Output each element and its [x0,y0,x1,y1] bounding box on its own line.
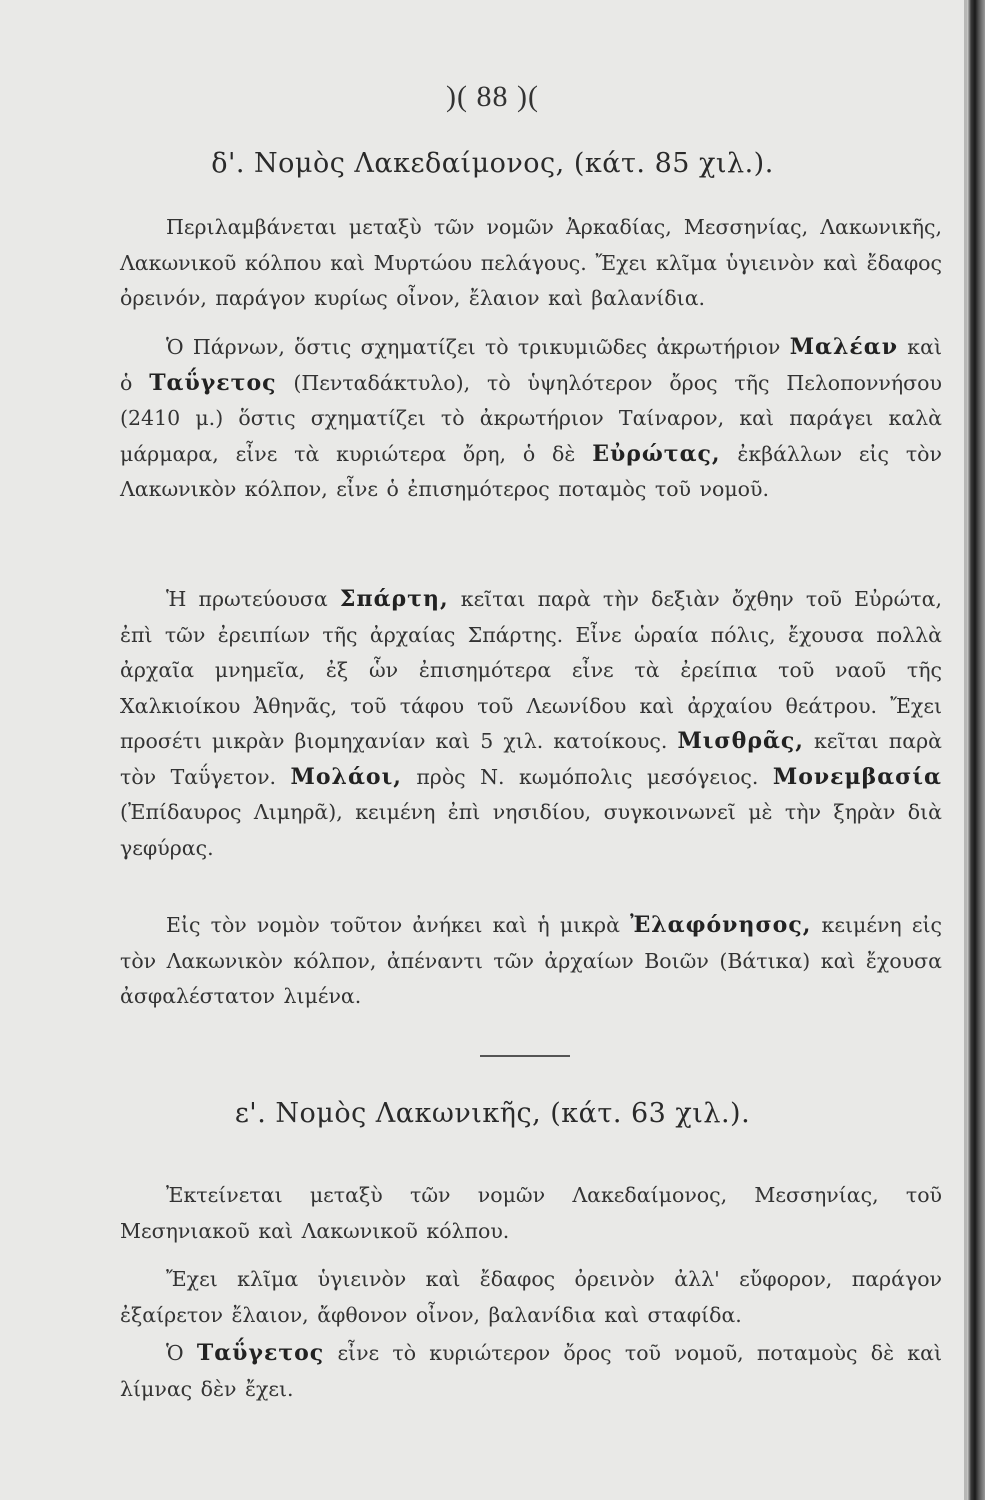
paragraph [120,1336,942,1407]
paragraph-text: Ὁ Πάρνων, ὅστις σχηματίζει τὸ τρικυμιῶδες ἀκρωτήριον [166,335,781,359]
paragraph [120,330,942,508]
place-name-bold: Σπάρτη, [339,586,449,612]
paragraph [120,582,942,866]
paragraph-text: (Ἐπίδαυρος Λιμηρᾶ), κειμένη ἐπὶ νησιδίου, συγκοινωνεῖ μὲ τὴν ξηρὰν διὰ γεφύρας. [120,800,942,860]
place-name-bold: Μονεμβασία [772,763,942,790]
paragraph [120,1178,942,1249]
paragraph-text: καὶ ὁ [120,335,942,395]
paragraph [120,210,942,317]
paragraph-text: ἐκβάλλων εἰς τὸν Λακωνικὸν κόλπον, εἶνε ὁ ἐπισημότερος ποταμὸς τοῦ νομοῦ. [120,441,942,501]
paragraph-text: (Πενταδάκτυλο), τὸ ὑψηλότερον ὄρος τῆς Πελοποννήσου (2410 μ.) ὅστις σχηματίζει τὸ ἀκρωτήριον Ταίναρον, καὶ παράγει καλὰ μάρμαρα, εἶνε τὰ κυριώτερα ὄρη, ὁ δὲ [120,370,942,466]
section-heading-lakedaimonos: δ'. Νομὸς Λακεδαίμονος, (κάτ. 85 χιλ.). [211,148,774,179]
paragraph-text: κεῖται παρὰ τὴν δεξιὰν ὄχθην τοῦ Εὐρώτα, ἐπὶ τῶν ἐρειπίων τῆς ἀρχαίας Σπάρτης. Εἶνε ὡραία πόλις, ἔχουσα πολλὰ ἀρχαῖα μνημεῖα, ἐξ ὧν ἐπισημότερα εἶνε τὰ ἐρείπια τοῦ ναοῦ τῆς Χαλκιοίκου Ἀθηνᾶς, τοῦ τάφου τοῦ Λεωνίδου καὶ ἀρχαίου θεάτρου. Ἔχει προσέτι μικρὰν βιομηχανίαν καὶ 5 χιλ. κατοίκους. [120,587,942,753]
place-name-bold: Μολάοι, [290,763,402,790]
paragraph [120,1262,942,1333]
paragraph-text: Ὁ [166,1341,184,1365]
paragraph [120,908,942,1015]
paragraph-text: Ἔχει κλῖμα ὑγιεινὸν καὶ ἔδαφος ὀρεινὸν ἀλλ' εὔφορον, παράγον ἐξαίρετον ἔλαιον, ἄφθονον οἶνον, βαλανίδια καὶ σταφίδα. [120,1267,942,1327]
page-binding-edge [967,0,985,1500]
paragraph-text: Ἐκτείνεται μεταξὺ τῶν νομῶν Λακεδαίμονος, Μεσσηνίας, τοῦ Μεσηνιακοῦ καὶ Λακωνικοῦ κόλπου. [120,1183,942,1243]
paragraph-text: πρὸς Ν. κωμόπολις μεσόγειος. [416,764,759,789]
place-name-bold: Ταΰγετος [196,1340,325,1366]
paragraph-text: κεῖται παρὰ τὸν Ταΰγετον. [120,729,942,789]
place-name-bold: Μισθρᾶς, [677,728,804,754]
page-number: )( 88 )( [446,80,539,113]
paragraph-text: Εἰς τὸν νομὸν τοῦτον ἀνήκει καὶ ἡ μικρὰ [166,913,620,937]
section-divider [480,1055,570,1057]
section-heading-lakonikis: ε'. Νομὸς Λακωνικῆς, (κάτ. 63 χιλ.). [234,1098,751,1129]
place-name-bold: Ἐλαφόνησος, [630,912,812,938]
place-name-bold: Μαλέαν [789,334,898,360]
place-name-bold: Ταΰγετος [149,369,277,396]
paragraph-text: εἶνε τὸ κυριώτερον ὄρος τοῦ νομοῦ, ποταμοὺς δὲ καὶ λίμνας δὲν ἔχει. [120,1341,942,1401]
paragraph-text: κειμένη εἰς τὸν Λακωνικὸν κόλπον, ἀπέναντι τῶν ἀρχαίων Βοιῶν (Βάτικα) καὶ ἔχουσα ἀσφαλέστατον λιμένα. [120,913,942,1008]
place-name-bold: Εὐρώτας, [592,440,721,467]
paragraph-text: Ἡ πρωτεύουσα [166,587,328,611]
paragraph-text: Περιλαμβάνεται μεταξὺ τῶν νομῶν Ἀρκαδίας, Μεσσηνίας, Λακωνικῆς, Λακωνικοῦ κόλπου καὶ Μυρτώου πελάγους. Ἔχει κλῖμα ὑγιεινὸν καὶ ἔδαφος ὀρεινόν, παράγον κυρίως οἶνον, ἔλαιον καὶ βαλανίδια. [120,215,942,310]
